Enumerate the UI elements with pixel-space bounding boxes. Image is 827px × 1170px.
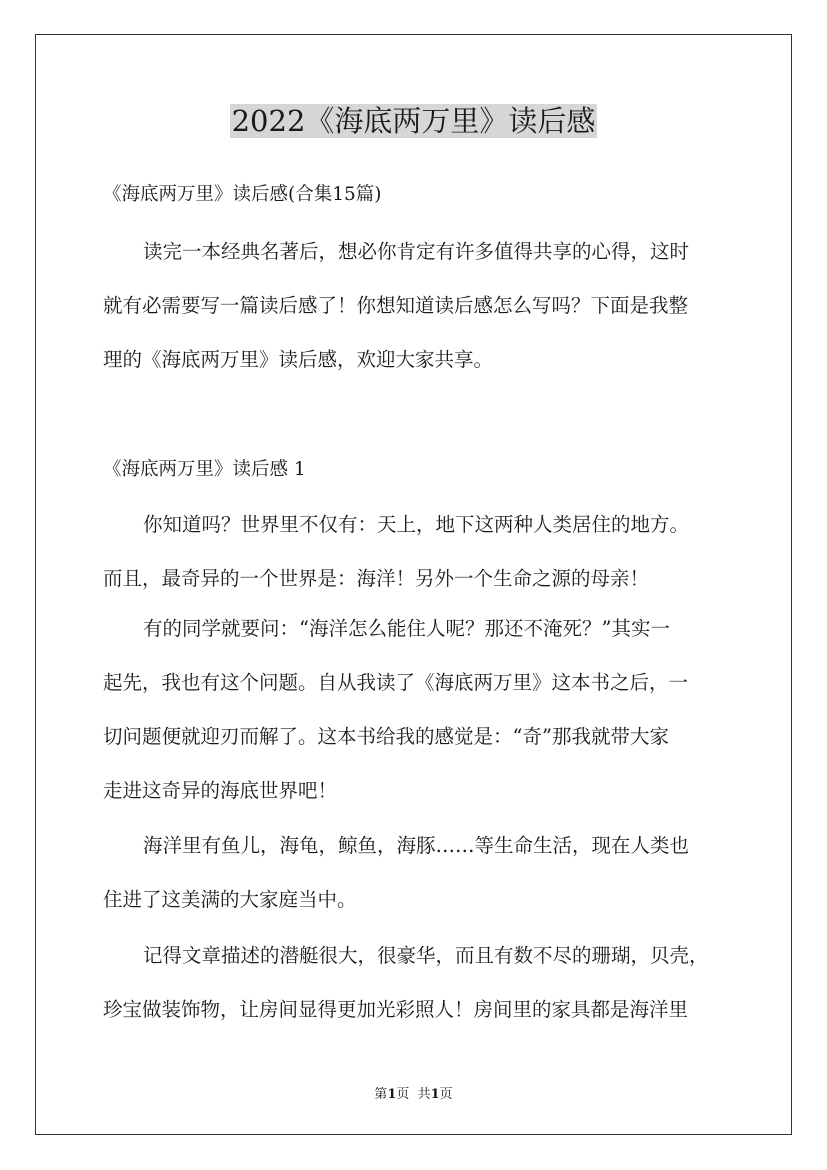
body-line-9: 记得文章描述的潜艇很大，很豪华，而且有数不尽的珊瑚，贝壳， [143, 944, 709, 967]
intro-line-2: 就有必需要写一篇读后感了！你想知道读后感怎么写吗？下面是我整 [103, 294, 689, 317]
body-line-1: 你知道吗？世界里不仅有：天上，地下这两种人类居住的地方。 [143, 513, 690, 536]
page-footer [0, 1083, 827, 1102]
footer-prefix: 第 [374, 1087, 388, 1102]
footer-page-current: 1 [387, 1087, 397, 1102]
body-line-10: 珍宝做装饰物，让房间显得更加光彩照人！房间里的家具都是海洋里 [103, 998, 689, 1021]
body-line-8: 住进了这美满的大家庭当中。 [103, 888, 357, 911]
footer-page-total: 1 [430, 1087, 440, 1102]
body-line-2: 而且，最奇异的一个世界是：海洋！另外一个生命之源的母亲！ [103, 567, 650, 590]
body-line-7: 海洋里有鱼儿，海龟，鲸鱼，海豚……等生命生活，现在人类也 [143, 834, 690, 857]
body-line-3: 有的同学就要问：“海洋怎么能住人呢？那还不淹死？”其实一 [143, 617, 670, 640]
section-heading: 《海底两万里》读后感 1 [103, 459, 306, 480]
footer-suffix: 页 [439, 1087, 453, 1102]
intro-line-1: 读完一本经典名著后，想必你肯定有许多值得共享的心得，这时 [143, 240, 690, 263]
body-line-5: 切问题便就迎刃而解了。这本书给我的感觉是：“奇”那我就带大家 [103, 725, 669, 748]
body-line-6: 走进这奇异的海底世界吧！ [103, 779, 338, 802]
document-subtitle: 《海底两万里》读后感(合集15篇) [103, 184, 382, 205]
title-text: 2022《海底两万里》读后感 [231, 104, 596, 138]
footer-mid: 页 共 [396, 1087, 431, 1102]
body-line-4: 起先，我也有这个问题。自从我读了《海底两万里》这本书之后，一 [103, 671, 689, 694]
document-title [0, 100, 827, 142]
intro-line-3: 理的《海底两万里》读后感，欢迎大家共享。 [103, 348, 494, 371]
